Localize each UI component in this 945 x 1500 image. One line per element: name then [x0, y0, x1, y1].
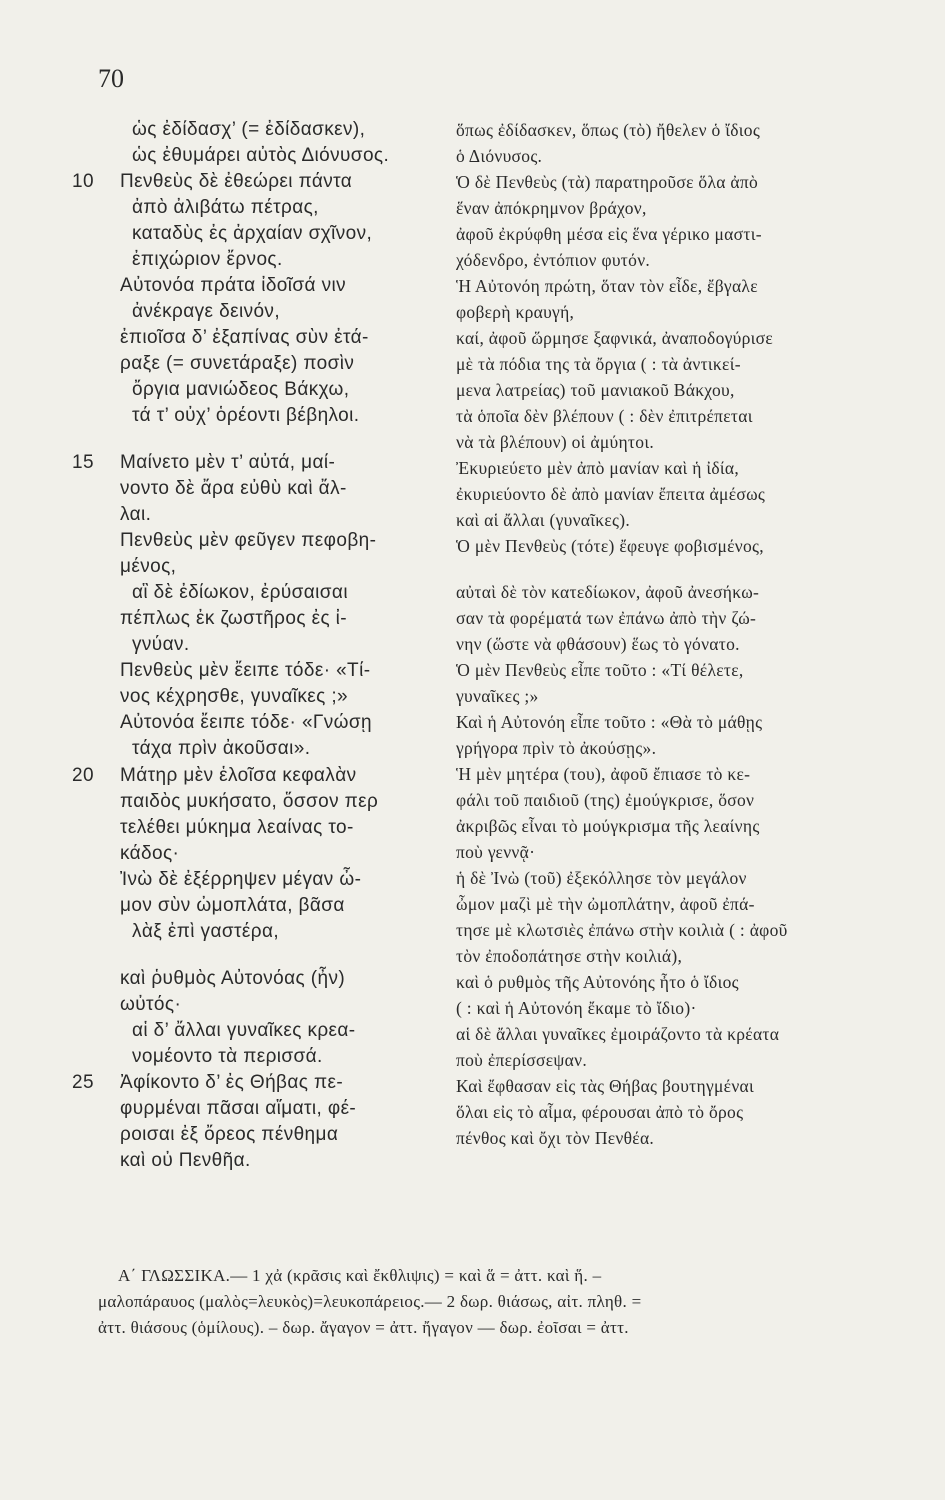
original-text: τά τ’ οὐχ’ ὁρέοντι βέβηλοι.: [132, 405, 360, 426]
original-text: ὡς ἐθυμάρει αὐτὸς Διόνυσος.: [132, 145, 390, 166]
original-text: ἀνέκραγε δεινόν,: [132, 301, 281, 322]
original-text: αἱ δ’ ἄλλαι γυναῖκες κρεα-: [132, 1020, 356, 1041]
translation-line: αἱ δὲ ἄλλαι γυναῖκες ἐμοιράζοντο τὰ κρέατα: [456, 1024, 780, 1044]
original-text: ἀπὸ ἀλιβάτω πέτρας,: [132, 197, 319, 218]
translation-line: φάλι τοῦ παιδιοῦ (της) ἐμούγκρισε, ὅσον: [456, 790, 755, 810]
translation-line: ἀφοῦ ἐκρύφθη μέσα εἰς ἕνα γέρικο μαστι-: [456, 224, 762, 244]
translation-line: τὸν ἐποδοπάτησε στὴν κοιλιά),: [456, 946, 683, 966]
original-text: καὶ οὐ Πενθῆα.: [120, 1150, 251, 1171]
translation-line: γρήγορα πρὶν τὸ ἀκούσῃς».: [456, 738, 657, 758]
line-number: 25: [72, 1072, 94, 1093]
original-text: Πενθεὺς δὲ ἐθεώρει πάντα: [120, 171, 353, 192]
translation-line: Καὶ ἔφθασαν εἰς τὰς Θήβας βουτηγμέναι: [456, 1076, 755, 1096]
translation-line: ποὺ ἐπερίσσεψαν.: [456, 1050, 588, 1070]
translation-line: ὁ Διόνυσος.: [456, 146, 543, 166]
translation-line: Ὁ μὲν Πενθεὺς (τότε) ἔφευγε φοβισμένος,: [456, 536, 764, 556]
translation-line: Ὁ δὲ Πενθεὺς (τὰ) παρατηροῦσε ὅλα ἀπὸ: [456, 172, 759, 192]
original-text: λαι.: [120, 504, 152, 525]
original-text: φυρμέναι πᾶσαι αἵματι, φέ-: [120, 1098, 357, 1119]
footnote-line: μαλοπάραυος (μαλὸς=λευκὸς)=λευκοπάρειος.— 2 δωρ. θιάσως, αἰτ. πληθ. =: [98, 1292, 642, 1311]
translation-line: μὲ τὰ πόδια της τὰ ὄργια ( : τὰ ἀντικεί-: [456, 354, 741, 374]
original-text: παιδὸς μυκήσατο, ὅσσον περ: [120, 791, 379, 812]
original-text: τάχα πρὶν ἀκοῦσαι».: [132, 738, 311, 759]
original-text: ὡς ἐδίδασχ’ (= ἐδίδασκεν),: [132, 119, 366, 140]
original-text: πέπλως ἐκ ζωστῆρος ἐς ἰ-: [120, 608, 348, 629]
original-text: αἳ δὲ ἐδίωκον, ἐρύσαισαι: [132, 582, 348, 603]
footnote-line: Α΄ ΓΛΩΣΣΙΚΑ.— 1 χἀ (κρᾶσις καὶ ἔκθλιψις) = καὶ ἅ = ἀττ. καὶ ἥ. –: [118, 1266, 602, 1285]
translation-line: τὰ ὁποῖα δὲν βλέπουν ( : δὲν ἐπιτρέπεται: [456, 406, 753, 426]
translation-line: νην (ὥστε νὰ φθάσουν) ἕως τὸ γόνατο.: [456, 634, 740, 654]
original-text: ροισαι ἐξ ὄρεος πένθημα: [120, 1124, 339, 1145]
original-text: τελέθει μύκημα λεαίνας το-: [120, 817, 354, 838]
line-number: 20: [72, 765, 94, 786]
translation-line: Ἡ Αὐτονόη πρώτη, ὅταν τὸν εἶδε, ἔβγαλε: [456, 276, 758, 296]
line-number: 10: [72, 171, 94, 192]
translation-line: ἕναν ἀπόκρημνον βράχον,: [456, 198, 647, 218]
translation-line: ὦμον μαζὶ μὲ τὴν ὠμοπλάτην, ἀφοῦ ἐπά-: [456, 894, 755, 914]
original-text: Πενθεὺς μὲν φεῦγεν πεφοβη-: [120, 530, 377, 551]
translation-line: καί, ἀφοῦ ὥρμησε ξαφνικά, ἀναποδογύρισε: [456, 328, 774, 348]
translation-line: ὅπως ἐδίδασκεν, ὅπως (τὸ) ἤθελεν ὁ ἴδιος: [456, 120, 761, 140]
translation-line: χόδενδρο, ἐντόπιον φυτόν.: [456, 250, 651, 270]
original-text: Αὐτονόα πράτα ἰδοῖσά νιν: [120, 275, 346, 296]
translation-line: αὐταὶ δὲ τὸν κατεδίωκον, ἀφοῦ ἀνεσήκω-: [456, 582, 760, 602]
original-text: Ἰνὼ δὲ ἐξέρρηψεν μέγαν ὦ-: [120, 869, 362, 890]
original-text: ἐπιοῖσα δ’ ἐξαπίνας σὺν ἐτά-: [120, 327, 369, 348]
original-text: ἐπιχώριον ἔρνος.: [132, 249, 283, 270]
original-text: Ἀφίκοντο δ’ ἐς Θήβας πε-: [120, 1072, 344, 1093]
original-text: Αὐτονόα ἔειπε τόδε· «Γνώσῃ: [120, 712, 373, 733]
original-text: καταδὺς ἐς ἀρχαίαν σχῖνον,: [132, 223, 373, 244]
translation-line: γυναῖκες ;»: [456, 686, 539, 706]
line-number: 15: [72, 452, 94, 473]
original-text: μον σὺν ὠμοπλάτα, βᾶσα: [120, 895, 345, 916]
translation-line: ὅλαι εἰς τὸ αἷμα, φέρουσαι ἀπὸ τὸ ὄρος: [456, 1102, 744, 1122]
original-text: ὄργια μανιώδεος Βάκχω,: [132, 379, 350, 400]
original-text: Μαίνετο μὲν τ’ αὐτά, μαί-: [120, 452, 336, 473]
translation-line: τησε μὲ κλωτσιὲς ἐπάνω στὴν κοιλιὰ ( : ἀφοῦ: [456, 920, 788, 940]
original-text: Μάτηρ μὲν ἑλοῖσα κεφαλὰν: [120, 765, 357, 786]
original-text: ωὐτός·: [120, 994, 182, 1015]
translation-line: σαν τὰ φορέματά των ἐπάνω ἀπὸ τὴν ζώ-: [456, 608, 757, 628]
translation-line: Ἐκυριεύετο μὲν ἀπὸ μανίαν καὶ ἡ ἰδία,: [456, 458, 740, 478]
translation-line: Ἡ μὲν μητέρα (του), ἀφοῦ ἔπιασε τὸ κε-: [456, 764, 751, 784]
page-number: 70: [98, 64, 124, 93]
translation-line: Ὁ μὲν Πενθεὺς εἶπε τοῦτο : «Τί θέλετε,: [456, 660, 744, 680]
original-text: Πενθεὺς μὲν ἔειπε τόδε· «Τί-: [120, 660, 371, 681]
original-text: νομέοντο τὰ περισσά.: [132, 1046, 323, 1067]
original-text: νος κέχρησθε, γυναῖκες ;»: [120, 686, 348, 707]
translation-line: καὶ ὁ ρυθμὸς τῆς Αὐτονόης ἦτο ὁ ἴδιος: [456, 972, 739, 992]
original-text: κάδος·: [120, 843, 180, 864]
translation-line: καὶ αἱ ἄλλαι (γυναῖκες).: [456, 510, 631, 530]
original-text: λὰξ ἐπὶ γαστέρα,: [132, 921, 280, 942]
translation-line: φοβερὴ κραυγή,: [456, 302, 575, 322]
original-text: ραξε (= συνετάραξε) ποσὶν: [120, 353, 355, 374]
translation-line: Καὶ ἡ Αὐτονόη εἶπε τοῦτο : «Θὰ τὸ μάθῃς: [456, 712, 763, 732]
original-text: γνύαν.: [132, 634, 190, 655]
original-text: νοντο δὲ ἄρα εὐθὺ καὶ ἄλ-: [120, 478, 347, 499]
translation-line: πένθος καὶ ὄχι τὸν Πενθέα.: [456, 1128, 655, 1148]
original-text: καὶ ῥυθμὸς Αὐτονόας (ἦν): [120, 968, 346, 989]
translation-line: ( : καὶ ἡ Αὐτονόη ἔκαμε τὸ ἴδιο)·: [456, 998, 697, 1018]
translation-line: νὰ τὰ βλέπουν) οἱ ἀμύητοι.: [456, 432, 655, 452]
translation-line: ποὺ γεννᾷ·: [456, 842, 536, 862]
footnote-line: ἀττ. θιάσους (ὁμίλους). – δωρ. ἄγαγον = ἀττ. ἤγαγον — δωρ. ἐοῖσαι = ἀττ.: [98, 1318, 629, 1337]
translation-line: ἀκριβῶς εἶναι τὸ μούγκρισμα τῆς λεαίνης: [456, 816, 760, 836]
original-text: μένος,: [120, 556, 177, 577]
translation-line: μενα λατρείας) τοῦ μανιακοῦ Βάκχου,: [456, 380, 735, 400]
translation-line: ἐκυριεύοντο δὲ ἀπὸ μανίαν ἔπειτα ἀμέσως: [456, 484, 766, 504]
translation-line: ἡ δὲ Ἰνὼ (τοῦ) ἐξεκόλλησε τὸν μεγάλον: [456, 868, 747, 888]
